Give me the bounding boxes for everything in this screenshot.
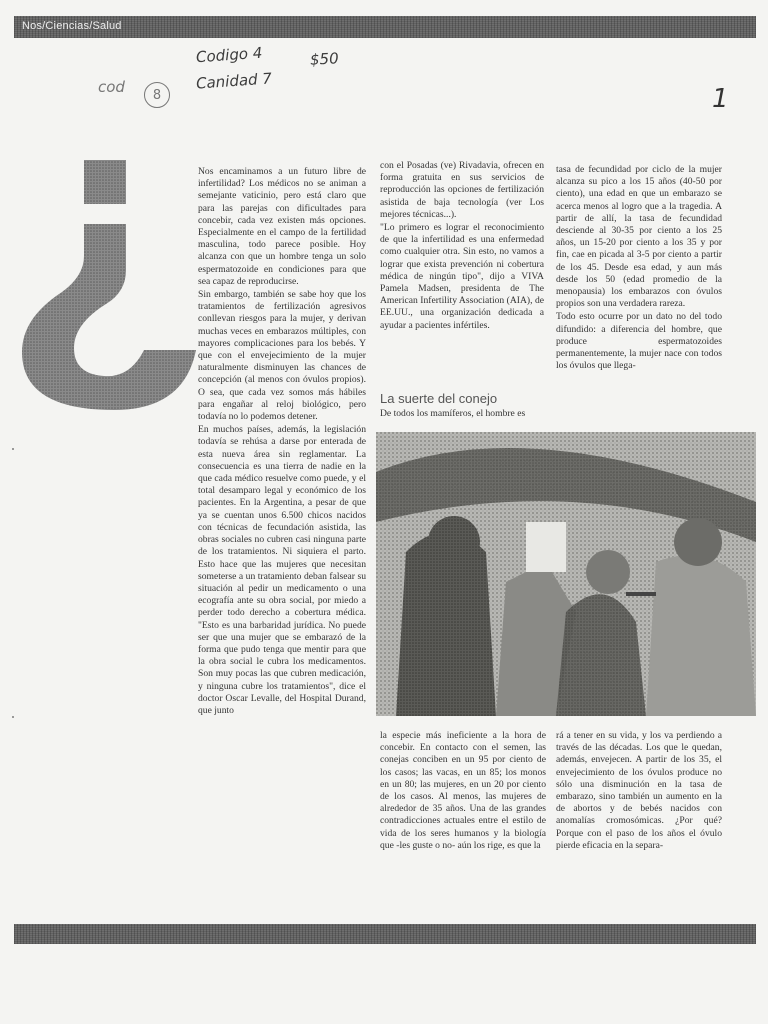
paragraph: Sin embargo, también se sabe hoy que los tratamientos de fertilización agresivos conllevan riesgos para la mujer, y derivan muchas veces en embarazos múltiples, con mayores complicaciones para los bebés. Y que con el envejecimiento de la mujer naturalmente disminuyen las chances de concepción (al menos con óvulos propios). O sea, que cada vez somos más hábiles para engañar al reloj biológico, pero todavía no lo podemos detener. [198, 289, 366, 423]
inverted-question-mark-graphic [18, 152, 198, 412]
handwritten-price: $50 [309, 49, 340, 69]
article-column-1 [198, 166, 366, 718]
subheading: La suerte del conejo [380, 391, 498, 406]
article-photo [376, 432, 756, 716]
scan-speck [12, 448, 14, 450]
paragraph: En muchos países, además, la legislación todavía se rehúsa a darse por enterada de esta nueva área sin reglamentar. La consecuencia es una tierra de nadie en la que cada médico resuelve como puede, y el total desamparo legal y económico de los pacientes. En la Argentina, a pesar de que ya se cuentan unos 6.500 chicos nacidos con técnicas de fecundación asistida, las obras sociales no cubren casi ninguna parte de los tratamientos. Ni siquiera el parto. Esto hace que las mujeres que necesitan someterse a un tratamiento deban falsear su situación al pedir un medicamento o una ecografía ante su obra social, por miedo a perder todo derecho a cobertura médica. "Esto es una barbaridad jurídica. No puede ser que una mujer que se embarazó de la forma que pudo tenga que mentir para que la obra social le cubra los medicamentos. Son muy pocas las que cubren medicación, y ninguna cubre los tratamientos", dice el doctor Oscar Levalle, del Hospital Durand, que junto [198, 424, 366, 716]
section-label: Nos/Ciencias/Salud [22, 20, 122, 32]
article-column-3 [556, 164, 722, 373]
paragraph: De todos los mamíferos, el hombre es [380, 408, 526, 419]
handwritten-quantity: Canidad 7 [195, 69, 273, 93]
header-band [14, 16, 756, 38]
article-column-2 [380, 160, 544, 333]
paragraph: Nos encaminamos a un futuro libre de infertilidad? Los médicos no se animan a semejante vaticinio, pero está claro que para las parejas con dificultades para concebir, cada vez existen más opciones. Especialmente en el campo de la fertilidad masculina, todo parece posible. Hoy alcanza con que un hombre tenga un solo espermatozoide en condiciones para que sea capaz de reproducirse. [198, 166, 366, 287]
article-column-2-continued: la especie más ineficiente a la hora de concebir. En contacto con el semen, las conejas conciben en un 95 por ciento de los casos; las vacas, en un 85; los monos en un 80; las mujeres, en un 20 por ciento de los casos. Al menos, las mujeres de alrededor de 35 años. Una de las grandes contradicciones actuales entre el estilo de vida de los seres humanos y la biología que -les guste o no- aún los rige, es que la [380, 730, 546, 851]
handwritten-code: Codigo 4 [195, 43, 263, 67]
footer-band [14, 924, 756, 944]
handwritten-circled-number: 8 [144, 82, 170, 108]
paragraph: "Lo primero es lograr el reconocimiento de que la infertilidad es una enfermedad como cualquier otra. Sin esto, no vamos a lograr que exista prevención ni cobertura médica de ningún tipo", dijo a VIVA Pamela Madsen, presidenta de The American Infertility Association (AIA), de EE.UU., una organización dedicada a ayudar a pacientes infértiles. [380, 222, 544, 331]
handwritten-cod: cod [98, 78, 125, 96]
scan-speck [12, 716, 14, 718]
article-column-3-continued: rá a tener en su vida, y los va perdiendo a través de las décadas. Los que le quedan, además, envejecen. A partir de los 35, el envejecimiento de los óvulos produce no sólo una disminución en la tasa de embarazo, sino también un aumento en la de abortos y de bebés nacidos con anomalías cromosómicas. ¿Por qué? Porque con el paso de los años el óvulo pierde eficacia en la separa- [556, 730, 722, 851]
paragraph: con el Posadas (ve) Rivadavia, ofrecen en forma gratuita en sus servicios de reproducción las opciones de fertilización asistida de baja tecnología (ver Los mejores técnicas...). [380, 160, 544, 220]
paragraph: tasa de fecundidad por ciclo de la mujer alcanza su pico a los 15 años (40-50 por ciento), una edad en que un embarazo se acerca menos al logro que a la tragedia. A partir de allí, la tasa de fecundidad desciende al 30-35 por ciento a los 25 años, un 15-20 por ciento a los 35 y por fin, cae en picada al 3-5 por ciento a partir de los 45. Desde esa edad, y aun más desde los 50 (edad promedio de la menopausia) los embarazos con óvulos propios son una verdadera rareza. [556, 164, 722, 310]
paragraph: Todo esto ocurre por un dato no del todo difundido: a diferencia del hombre, que produce espermatozoides permanentemente, la mujer nace con todos los óvulos que llega- [556, 311, 722, 372]
handwritten-page-number: 1 [712, 84, 729, 114]
